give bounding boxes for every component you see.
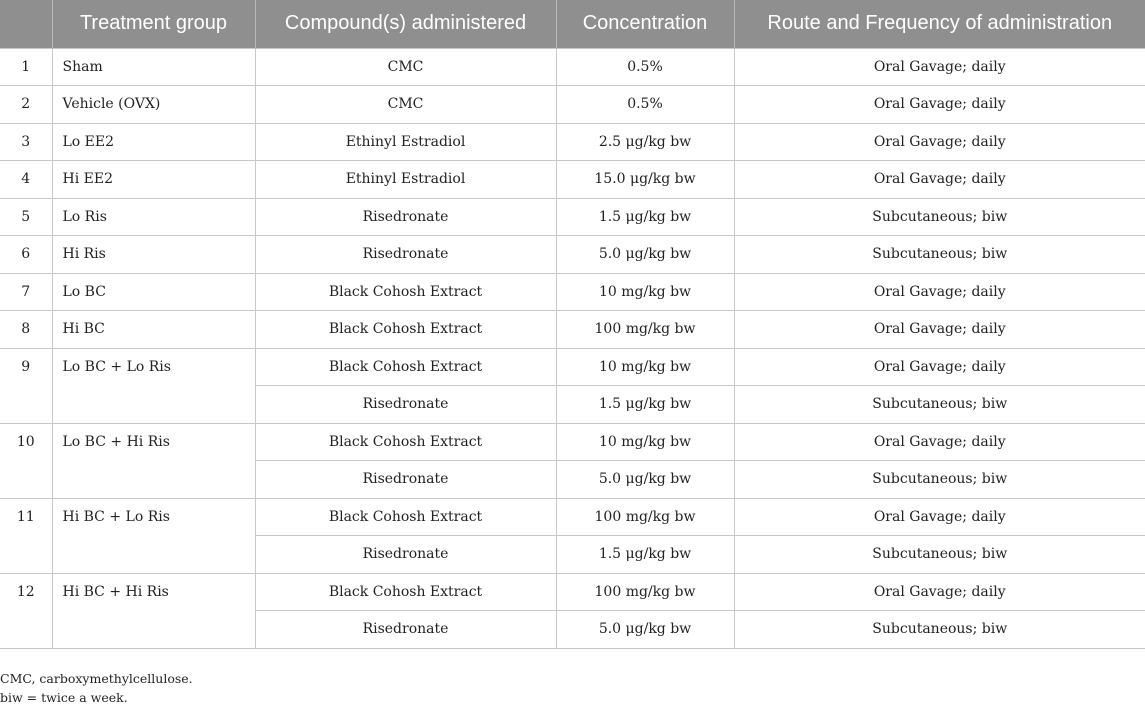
- concentration-cell: 100 mg/kg bw: [556, 498, 734, 536]
- header-compound: Compound(s) administered: [255, 0, 556, 48]
- group-number: 2: [0, 86, 52, 124]
- concentration-cell: 10 mg/kg bw: [556, 348, 734, 386]
- route-cell: Subcutaneous; biw: [734, 236, 1145, 274]
- route-cell: Oral Gavage; daily: [734, 498, 1145, 536]
- table-row: [0, 86, 1145, 124]
- compound-cell: Ethinyl Estradiol: [255, 123, 556, 161]
- header-concentration: Concentration: [556, 0, 734, 48]
- route-cell: Subcutaneous; biw: [734, 198, 1145, 236]
- route-cell: Subcutaneous; biw: [734, 611, 1145, 649]
- concentration-cell: 0.5%: [556, 48, 734, 86]
- treatment-group-name: Sham: [52, 48, 255, 86]
- table-row: [0, 123, 1145, 161]
- concentration-cell: 100 mg/kg bw: [556, 573, 734, 611]
- table-row: [0, 348, 1145, 386]
- route-cell: Subcutaneous; biw: [734, 461, 1145, 499]
- treatment-group-name: Lo BC: [52, 273, 255, 311]
- route-cell: Oral Gavage; daily: [734, 311, 1145, 349]
- compound-cell: Black Cohosh Extract: [255, 273, 556, 311]
- treatment-group-name: Hi EE2: [52, 161, 255, 199]
- treatment-group-name: Hi BC + Lo Ris: [52, 498, 255, 573]
- group-number: 1: [0, 48, 52, 86]
- route-cell: Oral Gavage; daily: [734, 86, 1145, 124]
- header-number: [0, 0, 52, 48]
- route-cell: Subcutaneous; biw: [734, 386, 1145, 424]
- compound-cell: Risedronate: [255, 198, 556, 236]
- concentration-cell: 5.0 μg/kg bw: [556, 236, 734, 274]
- concentration-cell: 100 mg/kg bw: [556, 311, 734, 349]
- treatment-group-name: Lo EE2: [52, 123, 255, 161]
- concentration-cell: 1.5 μg/kg bw: [556, 386, 734, 424]
- table-row: [0, 198, 1145, 236]
- table-row: [0, 423, 1145, 461]
- concentration-cell: 15.0 μg/kg bw: [556, 161, 734, 199]
- concentration-cell: 2.5 μg/kg bw: [556, 123, 734, 161]
- table-row: [0, 573, 1145, 611]
- group-number: 7: [0, 273, 52, 311]
- compound-cell: Black Cohosh Extract: [255, 498, 556, 536]
- treatment-group-name: Hi BC: [52, 311, 255, 349]
- group-number: 10: [0, 423, 52, 498]
- treatment-group-name: Vehicle (OVX): [52, 86, 255, 124]
- compound-cell: Risedronate: [255, 461, 556, 499]
- table-row: [0, 273, 1145, 311]
- route-cell: Oral Gavage; daily: [734, 123, 1145, 161]
- route-cell: Oral Gavage; daily: [734, 273, 1145, 311]
- compound-cell: Black Cohosh Extract: [255, 348, 556, 386]
- compound-cell: CMC: [255, 86, 556, 124]
- group-number: 8: [0, 311, 52, 349]
- header-treatment-group: Treatment group: [52, 0, 255, 48]
- treatment-group-name: Lo BC + Hi Ris: [52, 423, 255, 498]
- treatment-group-name: Lo BC + Lo Ris: [52, 348, 255, 423]
- concentration-cell: 0.5%: [556, 86, 734, 124]
- table-row: [0, 236, 1145, 274]
- concentration-cell: 1.5 μg/kg bw: [556, 198, 734, 236]
- group-number: 12: [0, 573, 52, 648]
- compound-cell: Risedronate: [255, 236, 556, 274]
- header-route-frequency: Route and Frequency of administration: [734, 0, 1145, 48]
- table-header: [0, 0, 1145, 48]
- route-cell: Oral Gavage; daily: [734, 348, 1145, 386]
- table-row: [0, 161, 1145, 199]
- table-row: [0, 311, 1145, 349]
- table-row: [0, 498, 1145, 536]
- group-number: 3: [0, 123, 52, 161]
- concentration-cell: 10 mg/kg bw: [556, 423, 734, 461]
- header-row: [0, 0, 1145, 48]
- concentration-cell: 1.5 μg/kg bw: [556, 536, 734, 574]
- route-cell: Oral Gavage; daily: [734, 161, 1145, 199]
- concentration-cell: 10 mg/kg bw: [556, 273, 734, 311]
- compound-cell: Risedronate: [255, 386, 556, 424]
- footnote-biw: biw = twice a week.: [0, 690, 128, 705]
- route-cell: Subcutaneous; biw: [734, 536, 1145, 574]
- group-number: 11: [0, 498, 52, 573]
- compound-cell: Black Cohosh Extract: [255, 573, 556, 611]
- compound-cell: Ethinyl Estradiol: [255, 161, 556, 199]
- compound-cell: Risedronate: [255, 611, 556, 649]
- compound-cell: Risedronate: [255, 536, 556, 574]
- concentration-cell: 5.0 μg/kg bw: [556, 461, 734, 499]
- concentration-cell: 5.0 μg/kg bw: [556, 611, 734, 649]
- group-number: 4: [0, 161, 52, 199]
- treatment-group-name: Lo Ris: [52, 198, 255, 236]
- route-cell: Oral Gavage; daily: [734, 48, 1145, 86]
- group-number: 6: [0, 236, 52, 274]
- route-cell: Oral Gavage; daily: [734, 573, 1145, 611]
- compound-cell: CMC: [255, 48, 556, 86]
- footnote-cmc: CMC, carboxymethylcellulose.: [0, 671, 193, 686]
- treatment-group-name: Hi BC + Hi Ris: [52, 573, 255, 648]
- treatment-group-name: Hi Ris: [52, 236, 255, 274]
- compound-cell: Black Cohosh Extract: [255, 311, 556, 349]
- table-body: [0, 48, 1145, 648]
- route-cell: Oral Gavage; daily: [734, 423, 1145, 461]
- group-number: 9: [0, 348, 52, 423]
- table-row: [0, 48, 1145, 86]
- group-number: 5: [0, 198, 52, 236]
- compound-cell: Black Cohosh Extract: [255, 423, 556, 461]
